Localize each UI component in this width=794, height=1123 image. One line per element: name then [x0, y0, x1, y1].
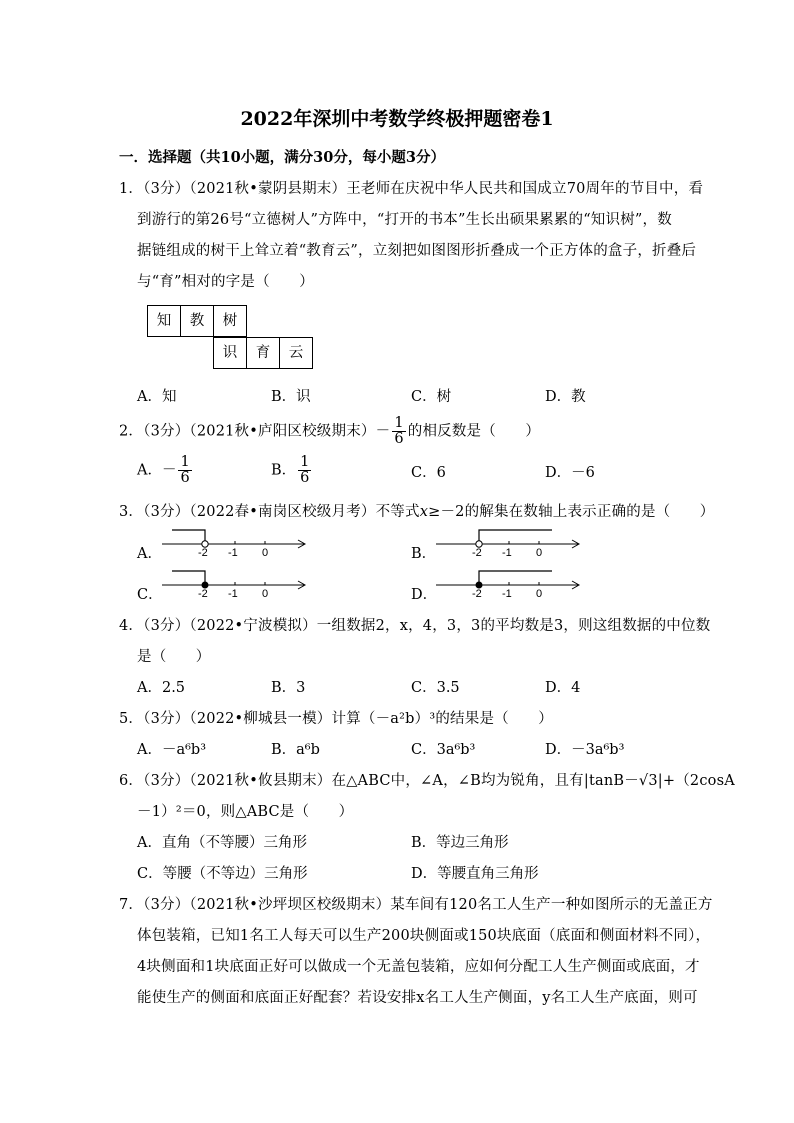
q2-option-c: C．6 [411, 465, 446, 481]
q2-option-b [271, 455, 313, 486]
q7-line-1: 7．（3分）（2021秋•沙坪坝区校级期末）某车间有120名工人生产一种如图所示的无盖正方 [119, 897, 713, 913]
q3-text-post: ≥－2的解集在数轴上表示正确的是（ ） [428, 504, 715, 520]
fraction-numerator: 1 [394, 415, 404, 431]
number-line-a [160, 524, 310, 558]
q3-option-d: D． [411, 587, 438, 603]
tick-label: 0 [536, 588, 543, 599]
q2-stem [119, 416, 540, 447]
q4-option-b: B．3 [271, 680, 306, 696]
q1-line-1: 1．（3分）（2021秋•蒙阴县期末）王老师在庆祝中华人民共和国成立70周年的节目中，看 [119, 181, 704, 197]
q5-option-b: B．a⁶b [271, 742, 320, 758]
q5-stem: 5．（3分）（2022•柳城县一模）计算（－a²b）³的结果是（ ） [119, 711, 553, 727]
net-cell: 知 [147, 305, 181, 337]
page-title: 2022年深圳中考数学终极押题密卷1 [240, 108, 554, 130]
q2-fraction [392, 416, 405, 447]
section-heading: 一．选择题（共10小题，满分30分，每小题3分） [119, 149, 445, 166]
q3-option-c: C． [137, 587, 163, 603]
tick-label: -2 [472, 547, 482, 558]
q6-option-b: B．等边三角形 [411, 835, 509, 851]
q2-prefix: 2．（3分）（2021秋•庐阳区校级期末）－ [119, 423, 391, 440]
q7-line-2: 体包装箱，已知1名工人每天可以生产200块侧面或150块底面（底面和侧面材料不同）， [137, 928, 711, 944]
fraction-numerator: 1 [180, 454, 190, 470]
q4-option-c: C．3.5 [411, 680, 460, 696]
q4-option-d: D．4 [545, 680, 581, 696]
tick-label: 0 [262, 547, 269, 558]
tick-label: -2 [472, 588, 482, 599]
q3-option-a: A． [137, 546, 162, 562]
q1-option-d: D．教 [545, 389, 586, 405]
net-cell: 教 [180, 305, 214, 337]
q6-option-c: C．等腰（不等边）三角形 [137, 866, 308, 882]
tick-label: -1 [502, 588, 512, 599]
tick-label: 0 [262, 588, 269, 599]
q6-line-1: 6．（3分）（2021秋•攸县期末）在△ABC中，∠A，∠B均为锐角，且有|tanB－√3|+（2cosA [119, 773, 735, 789]
q7-line-3: 4块侧面和1块底面正好可以做成一个无盖包装箱，应如何分配工人生产侧面或底面，才 [137, 959, 700, 975]
net-cell: 识 [213, 337, 247, 369]
q1-line-2: 到游行的第26号“立德树人”方阵中，“打开的书本”生长出硕果累累的“知识树”，数 [137, 212, 672, 228]
q7-line-4: 能使生产的侧面和底面正好配套？若设安排x名工人生产侧面，y名工人生产底面，则可 [137, 990, 698, 1006]
q1-option-b: B．识 [271, 389, 311, 405]
q2-suffix: 的相反数是（ ） [407, 423, 541, 440]
q5-option-d: D．－3a⁶b³ [545, 742, 625, 758]
fraction-denominator: 6 [394, 431, 404, 447]
q3-stem [119, 500, 714, 521]
fraction-numerator: 1 [300, 454, 310, 470]
q3-option-b: B． [411, 546, 437, 562]
q3-variable: x [419, 504, 429, 520]
q5-option-a: A．－a⁶b³ [137, 742, 207, 758]
q1-option-c: C．树 [411, 389, 452, 405]
q3-text-pre: 3．（3分）（2022春•南岗区校级月考）不等式 [119, 504, 420, 520]
q6-option-a: A．直角（不等腰）三角形 [137, 835, 307, 851]
net-cell: 育 [246, 337, 280, 369]
q2-option-b-prefix: B． [271, 462, 297, 479]
tick-label: -1 [228, 588, 238, 599]
tick-label: -2 [198, 547, 208, 558]
number-line-b [434, 524, 584, 558]
q2-option-d: D．－6 [545, 465, 595, 481]
q1-line-3: 据链组成的树干上耸立着“教育云”，立刻把如图图形折叠成一个正方体的盒子，折叠后 [137, 243, 697, 259]
q4-line-1: 4．（3分）（2022•宁波模拟）一组数据2，x，4，3，3的平均数是3，则这组数据的中位数 [119, 618, 711, 634]
q6-line-2: －1）²＝0，则△ABC是（ ） [137, 804, 354, 820]
number-line-d [434, 565, 584, 599]
tick-label: 0 [536, 547, 543, 558]
tick-label: -2 [198, 588, 208, 599]
q1-option-a: A．知 [137, 389, 177, 405]
net-cell: 树 [213, 305, 247, 337]
q2-option-a-fraction [178, 455, 191, 486]
tick-label: -1 [502, 547, 512, 558]
q6-option-d: D．等腰直角三角形 [411, 866, 539, 882]
number-line-c [160, 565, 310, 599]
q2-option-a-prefix: A．－ [137, 462, 177, 479]
net-cell: 云 [279, 337, 313, 369]
tick-label: -1 [228, 547, 238, 558]
q5-option-c: C．3a⁶b³ [411, 742, 476, 758]
q1-line-4: 与“育”相对的字是（ ） [137, 274, 314, 290]
q2-option-b-fraction [298, 455, 311, 486]
q2-option-a [137, 455, 194, 486]
fraction-denominator: 6 [300, 470, 310, 486]
q4-option-a: A．2.5 [137, 680, 186, 696]
fraction-denominator: 6 [180, 470, 190, 486]
q4-line-2: 是（ ） [137, 649, 211, 665]
